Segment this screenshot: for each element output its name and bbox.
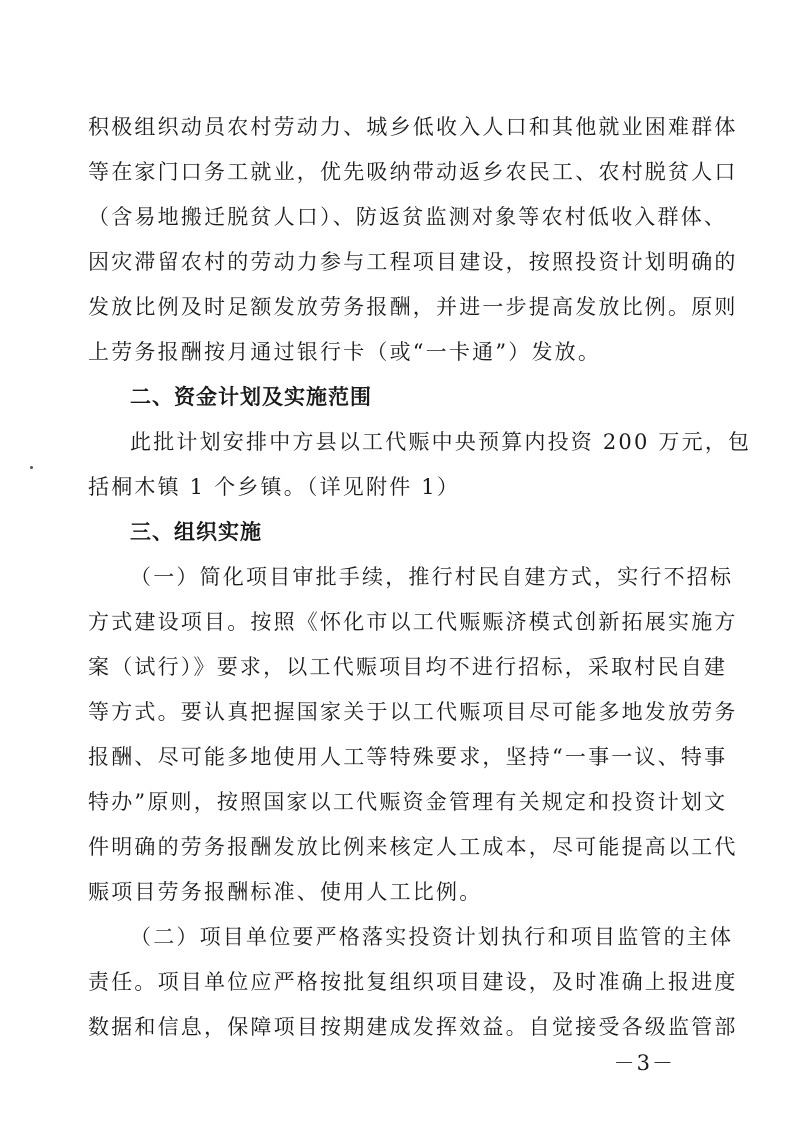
- text-line: 报酬、尽可能多地使用人工等特殊要求，坚持“一事一议、特事: [88, 745, 728, 769]
- section-heading: 二、资金计划及实施范围: [130, 385, 372, 409]
- text-line: 括桐木镇 1 个乡镇。（详见附件 1）: [88, 475, 461, 499]
- text-line: 此批计划安排中方县以工代赈中央预算内投资 200 万元，包: [130, 430, 752, 454]
- text-line: （含易地搬迁脱贫人口）、防返贫监测对象等农村低收入群体、: [88, 205, 728, 229]
- text-line: 责任。项目单位应严格按批复组织项目建设，及时准确上报进度: [88, 970, 738, 994]
- text-line: 等方式。要认真把握国家关于以工代赈项目尽可能多地发放劳务: [88, 700, 738, 724]
- text-line: 方式建设项目。按照《怀化市以工代赈赈济模式创新拓展实施方: [88, 610, 738, 634]
- text-line: 案（试行）》要求，以工代赈项目均不进行招标，采取村民自建: [88, 655, 728, 679]
- text-line: 数据和信息，保障项目按期建成发挥效益。自觉接受各级监管部: [88, 1015, 738, 1039]
- text-line: 上劳务报酬按月通过银行卡（或“一卡通”）发放。: [88, 340, 602, 364]
- text-line: 等在家门口务工就业，优先吸纳带动返乡农民工、农村脱贫人口: [88, 160, 738, 184]
- page-number: －3－: [613, 1051, 675, 1075]
- text-line: 件明确的劳务报酬发放比例来核定人工成本，尽可能提高以工代: [88, 835, 738, 859]
- text-line: 特办”原则，按照国家以工代赈资金管理有关规定和投资计划文: [88, 790, 728, 814]
- text-line: 发放比例及时足额发放劳务报酬，并进一步提高发放比例。原则: [88, 295, 738, 319]
- text-line: 因灾滞留农村的劳动力参与工程项目建设，按照投资计划明确的: [88, 250, 738, 274]
- text-line: 积极组织动员农村劳动力、城乡低收入人口和其他就业困难群体: [88, 115, 738, 139]
- text-line: 赈项目劳务报酬标准、使用人工比例。: [88, 880, 483, 904]
- text-line: （二）项目单位要严格落实投资计划执行和项目监管的主体: [130, 925, 734, 949]
- text-line: （一）简化项目审批手续，推行村民自建方式，实行不招标: [130, 565, 734, 589]
- section-heading: 三、组织实施: [130, 520, 262, 544]
- margin-dot: [30, 466, 33, 469]
